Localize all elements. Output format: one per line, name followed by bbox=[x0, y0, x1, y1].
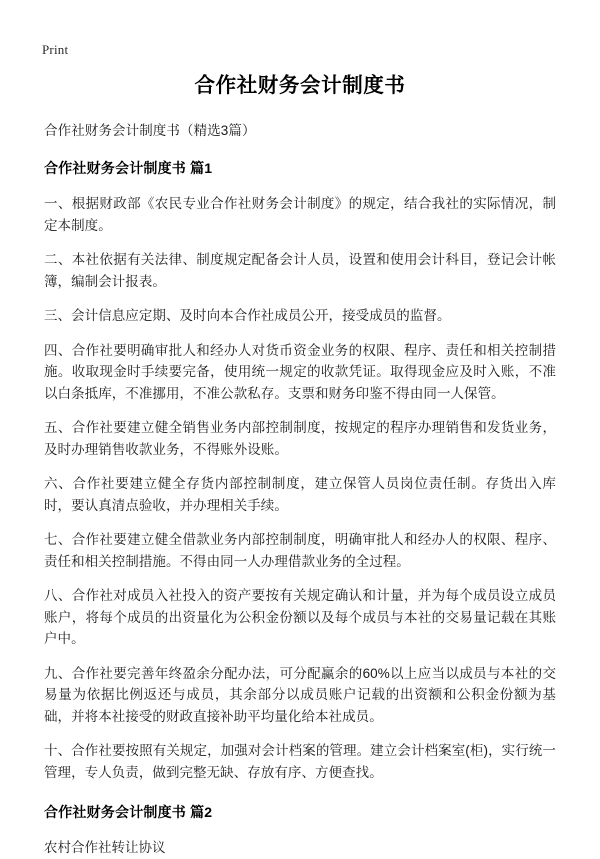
paragraph: 八、合作社对成员入社投入的资产要按有关规定确认和计量，并为每个成员设立成员账户，将每个成员的出资量化为公积金份额以及每个成员与本社的交易量记载在其账户中。 bbox=[44, 588, 556, 646]
print-button[interactable]: Print bbox=[42, 42, 69, 57]
paragraph: 九、合作社要完善年终盈余分配办法，可分配赢余的60%以上应当以成员与本社的交易量为依据比例返还与成员，其余部分以成员账户记载的出资额和公积金份额为基础，并将本社接受的财政直接补助平均量化给本社成员。 bbox=[44, 665, 556, 724]
paragraph: 七、合作社要建立健全借款业务内部控制制度，明确审批人和经办人的权限、程序、责任和相关控制措施。不得由同一人办理借款业务的全过程。 bbox=[44, 532, 556, 569]
page-title: 合作社财务会计制度书 bbox=[194, 74, 406, 97]
document-subtitle: 合作社财务会计制度书（精选3篇） bbox=[44, 123, 256, 138]
document-body bbox=[44, 72, 556, 859]
paragraph: 三、会计信息应定期、及时向本合作社成员公开，接受成员的监督。 bbox=[44, 308, 451, 323]
paragraph: 二、本社依据有关法律、制度规定配备会计人员，设置和使用会计科目，登记会计帐簿，编制会计报表。 bbox=[44, 252, 556, 289]
print-bar bbox=[42, 42, 68, 58]
paragraph: 四、合作社要明确审批人和经办人对货币资金业务的权限、程序、责任和相关控制措施。收取现金时手续要完备，使用统一规定的收款凭证。取得现金应及时入账，不准以白条抵库，不准挪用，不准公款私存。支票和财务印鉴不得由同一人保管。 bbox=[44, 342, 556, 401]
section-heading-2: 合作社财务会计制度书 篇2 bbox=[44, 804, 213, 820]
paragraph: 五、合作社要建立健全销售业务内部控制制度，按规定的程序办理销售和发货业务，及时办理销售收款业务，不得账外设账。 bbox=[44, 420, 556, 457]
paragraph: 一、根据财政部《农民专业合作社财务会计制度》的规定，结合我社的实际情况，制定本制度。 bbox=[44, 196, 556, 233]
section-heading-1: 合作社财务会计制度书 篇1 bbox=[44, 160, 213, 176]
paragraph: 十、合作社要按照有关规定，加强对会计档案的管理。建立会计档案室(柜)，实行统一管理，专人负责，做到完整无缺、存放有序、方便查找。 bbox=[44, 743, 556, 780]
paragraph: 农村合作社转让协议 bbox=[44, 840, 166, 855]
paragraph: 六、合作社要建立健全存货内部控制制度，建立保管人员岗位责任制。存货出入库时，要认真清点验收，并办理相关手续。 bbox=[44, 476, 556, 513]
